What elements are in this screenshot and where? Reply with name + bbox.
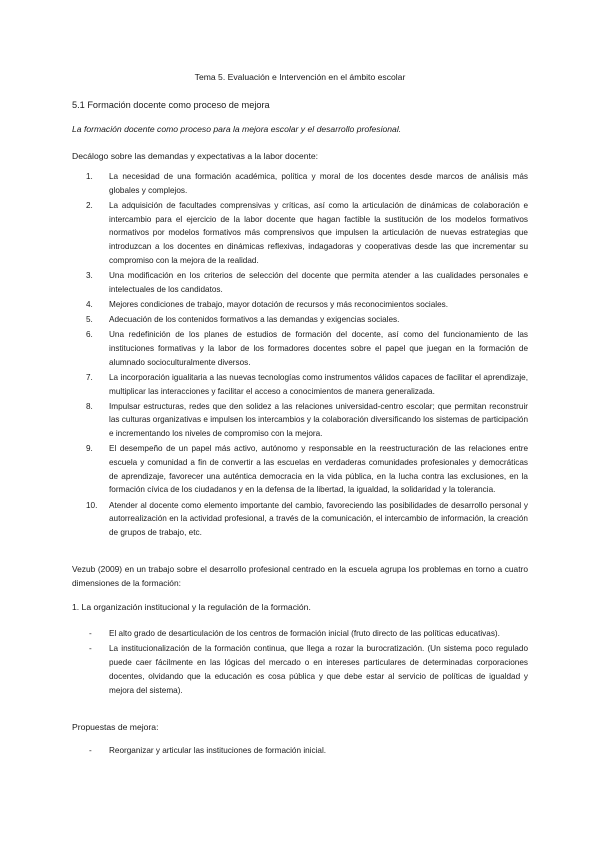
list-item [72,400,528,441]
item-number: 4. [86,299,93,309]
list-item [72,298,528,312]
item-text: La necesidad de una formación académica, política y moral de los docentes desde marcos de análisis más globales y complejos. [109,172,528,195]
item-text: El desempeño de un papel más activo, autónomo y responsable en la reestructuración de las relaciones entre escuela y comunidad a fin de convertir a las escuelas en verdaderas comunidades profesionales y democráticas de aprendizaje, favorecer una auténtica democracia en la vida pública, en la lucha contra las exclusiones, en la formación cívica de los ciudadanos y en la defensa de la libertad, la igualdad, la solidaridad y la tolerancia. [109,444,528,495]
item-text: Mejores condiciones de trabajo, mayor dotación de recursos y más reconocimientos sociales. [109,299,449,309]
dash-bullet: - [89,644,92,653]
item-text: La institucionalización de la formación continua, que llega a rozar la burocratización. (Un sistema poco regulado puede caer fácilmente en las lógicas del mercado o en intereses particulares de determinadas corporaciones docentes, olvidando que la educación es cosa pública y que debe estar al servicio de políticas de igualdad y mejora del sistema). [109,644,528,695]
item-text: Impulsar estructuras, redes que den solidez a las relaciones universidad-centro escolar; que permitan reconstruir las culturas organizativas e impulsen los intercambios y la colaboración diversificando los sistemas de participación e incrementando los niveles de compromiso con la mejora. [109,401,528,439]
dimension-list [72,627,528,699]
list-item [72,371,528,398]
page-title: Tema 5. Evaluación e Intervención en el ámbito escolar [194,72,406,82]
proposals-heading: Propuestas de mejora: [72,722,159,732]
list-item [72,627,528,641]
list-item [72,642,528,698]
proposals-list [72,744,528,759]
section-heading: 5.1 Formación docente como proceso de mejora [72,100,270,110]
item-text: Atender al docente como elemento importante del cambio, favoreciendo las posibilidades de desarrollo personal y autorrealización en la actividad profesional, a través de la comunicación, el intercambio de información, la creación de grupos de trabajo, etc. [109,500,528,538]
list-item [72,328,528,369]
item-number: 2. [86,200,93,210]
item-number: 3. [86,270,93,280]
item-number: 10. [86,500,98,510]
section-subtitle: La formación docente como proceso para la mejora escolar y el desarrollo profesional. [72,124,402,134]
list-item [72,199,528,268]
body-paragraph: Vezub (2009) en un trabajo sobre el desarrollo profesional centrado en la escuela agrupa los problemas en torno a cuatro dimensiones de la formación: [72,564,528,589]
item-number: 8. [86,401,93,411]
item-text: La incorporación igualitaria a las nuevas tecnologías como instrumentos válidos capaces de facilitar el aprendizaje, multiplicar las interacciones y facilitar el acceso a conocimientos de manera generalizada. [109,372,528,396]
item-text: Reorganizar y articular las instituciones de formación inicial. [109,746,327,755]
item-number: 1. [86,172,93,181]
dash-bullet: - [89,629,92,638]
dash-bullet: - [89,746,92,755]
dimension-heading: 1. La organización institucional y la regulación de la formación. [72,602,311,612]
list-item [72,744,528,758]
item-number: 5. [86,315,93,325]
item-number: 6. [86,330,93,340]
decalogue-intro: Decálogo sobre las demandas y expectativas a la labor docente: [72,151,319,161]
item-text: Adecuación de los contenidos formativos a las demandas y exigencias sociales. [109,315,400,325]
list-item [72,442,528,497]
item-number: 7. [86,372,93,382]
item-text: Una redefinición de los planes de estudios de formación del docente, así como del funcionamiento de las instituciones formativas y la labor de los formadores docentes sobre el papel que juegan en la formación de alumnado socioculturalmente diversos. [109,330,528,367]
list-item [72,499,528,540]
item-text: Una modificación en los criterios de selección del docente que permita atender a las cualidades personales e intelectuales de los candidatos. [109,270,528,294]
list-item [72,170,528,197]
item-text: La adquisición de facultades comprensivas y críticas, así como la articulación de dinámicas de colaboración e intercambio para el ejercicio de la labor docente que hagan factible la sustitución de los modelos formativos normativos por modelos formativos más comprensivos que impulsen la articulación de nuevas estrategias que introduzcan a los docentes en dinámicas reflexivas, indagadoras y cooperativas desde las que incrementar su compromiso con la mejora de la realidad. [109,200,528,265]
item-text: El alto grado de desarticulación de los centros de formación inicial (fruto directo de las políticas educativas). [109,629,500,638]
list-item [72,313,528,327]
list-item [72,269,528,296]
item-number: 9. [86,444,93,454]
decalogue-list [72,170,528,541]
